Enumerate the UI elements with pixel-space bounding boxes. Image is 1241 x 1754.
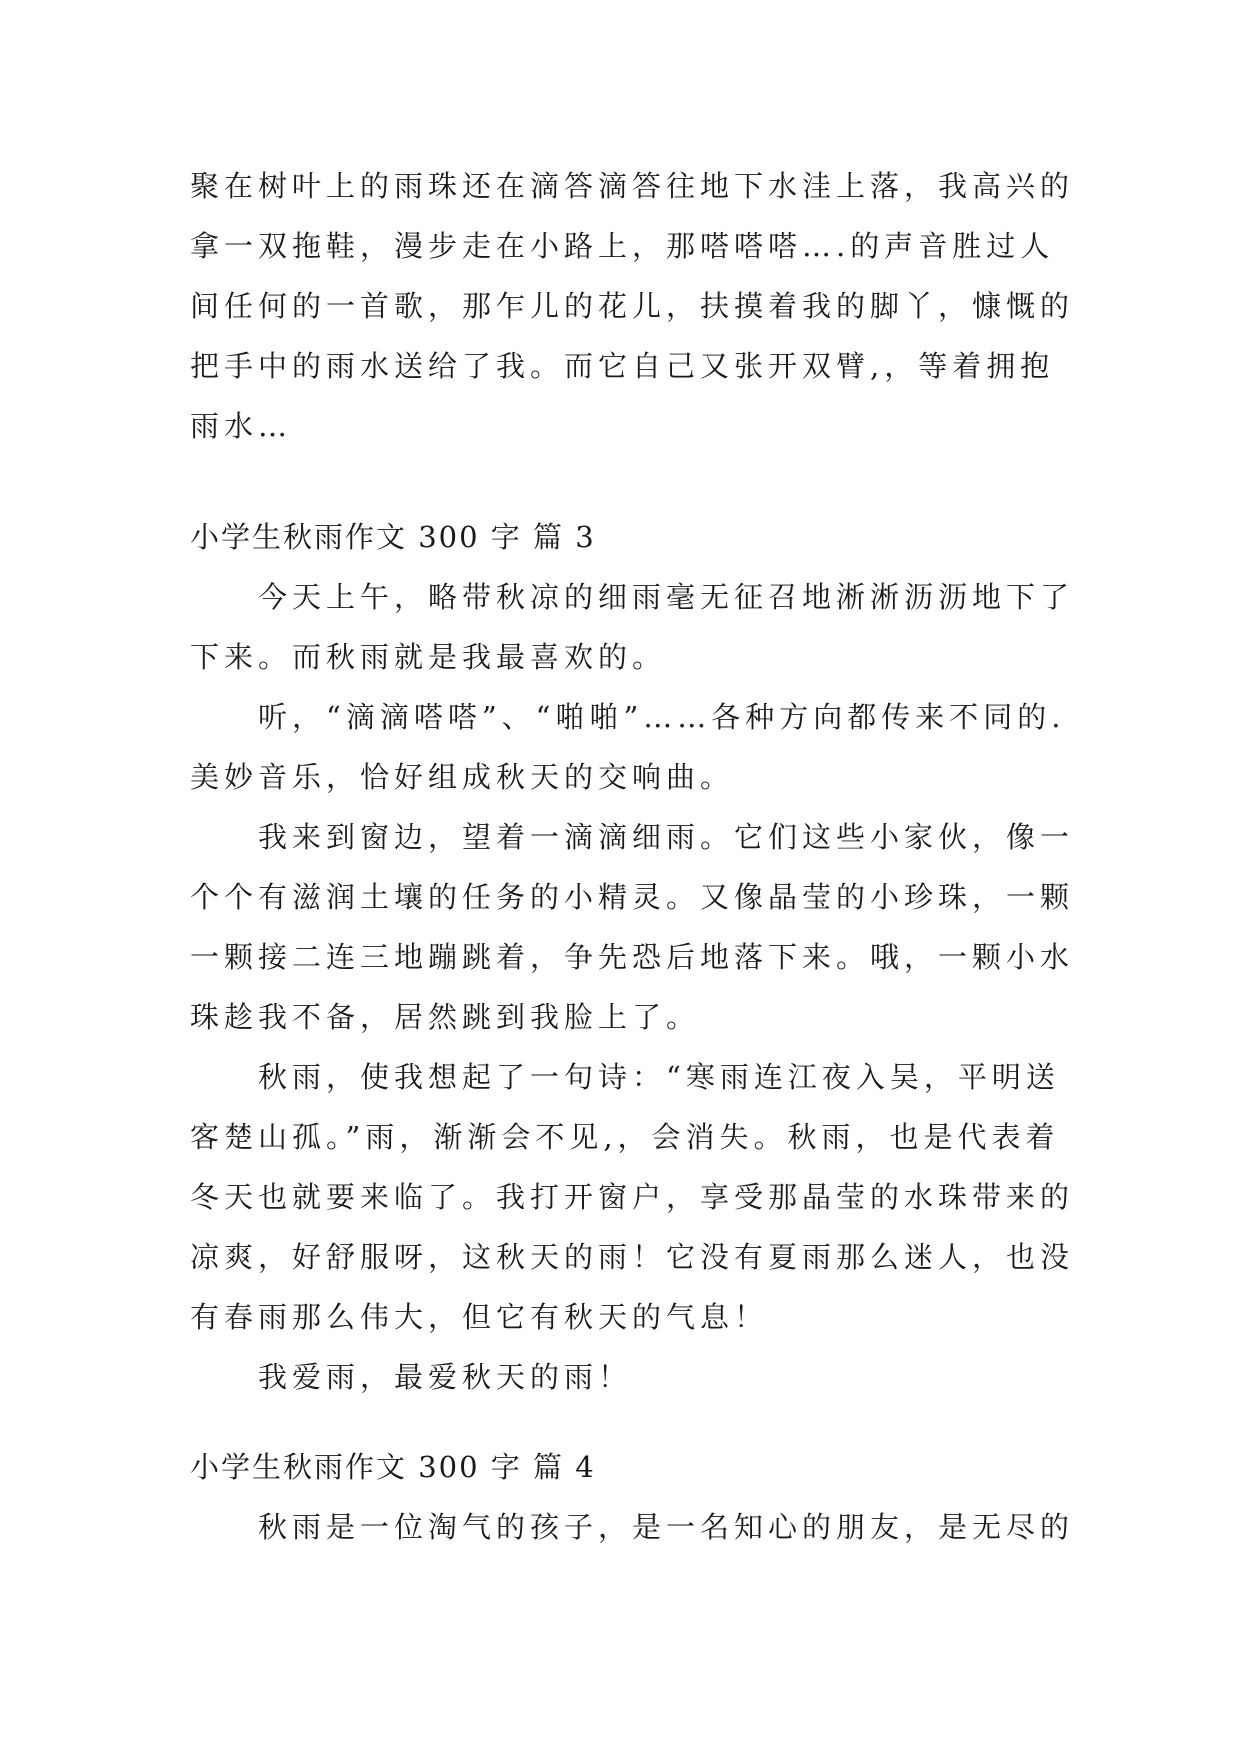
- text-line: 下来。而秋雨就是我最喜欢的。: [190, 640, 667, 674]
- text-line: 个个有滋润土壤的任务的小精灵。又像晶莹的小珍珠，一颗: [190, 880, 1075, 914]
- section-4-heading-wrap: [190, 1437, 1060, 1497]
- paragraph-first-line: 听，“滴滴嗒嗒”、“啪啪”……各种方向都传来不同的.: [258, 700, 1066, 734]
- paragraph-first-line: 秋雨是一位淘气的孩子，是一名知心的朋友，是无尽的: [258, 1510, 1075, 1544]
- paragraph-first-line: 我来到窗边，望着一滴滴细雨。它们这些小家伙，像一: [258, 820, 1075, 854]
- intro-paragraph: [190, 156, 1075, 456]
- section-3-title: 小学生秋雨作文 300 字 篇 3: [190, 520, 596, 554]
- section-3-heading-wrap: [190, 507, 1060, 567]
- paragraph-first-line: 今天上午，略带秋凉的细雨毫无征召地淅淅沥沥地下了: [258, 580, 1075, 614]
- text-line: 拿一双拖鞋，漫步走在小路上，那嗒嗒嗒….的声音胜过人: [190, 229, 1055, 263]
- section-4-body: [190, 1497, 1075, 1557]
- text-line: 美妙音乐，恰好组成秋天的交响曲。: [190, 760, 735, 794]
- text-line: 间任何的一首歌，那乍儿的花儿，扶摸着我的脚丫，慷慨的: [190, 289, 1075, 323]
- text-line: 一颗接二连三地蹦跳着，争先恐后地落下来。哦，一颗小水: [190, 940, 1075, 974]
- text-line: 雨水…: [190, 409, 293, 443]
- section-4-title: 小学生秋雨作文 300 字 篇 4: [190, 1450, 596, 1484]
- section-3-body: [190, 567, 1075, 1407]
- paragraph-first-line: 秋雨，使我想起了一句诗：“寒雨连江夜入吴，平明送: [258, 1060, 1060, 1094]
- text-line: 客楚山孤。”雨，渐渐会不见,，会消失。秋雨，也是代表着: [190, 1120, 1060, 1154]
- text-line: 珠趁我不备，居然跳到我脸上了。: [190, 1000, 701, 1034]
- text-line: 凉爽，好舒服呀，这秋天的雨！它没有夏雨那么迷人，也没: [190, 1240, 1075, 1274]
- text-line: 聚在树叶上的雨珠还在滴答滴答往地下水洼上落，我高兴的: [190, 169, 1075, 203]
- text-line: 冬天也就要来临了。我打开窗户，享受那晶莹的水珠带来的: [190, 1180, 1075, 1214]
- text-line: 有春雨那么伟大，但它有秋天的气息！: [190, 1300, 769, 1334]
- text-line: 把手中的雨水送给了我。而它自己又张开双臂,，等着拥抱: [190, 349, 1055, 383]
- paragraph-first-line: 我爱雨，最爱秋天的雨！: [258, 1360, 633, 1394]
